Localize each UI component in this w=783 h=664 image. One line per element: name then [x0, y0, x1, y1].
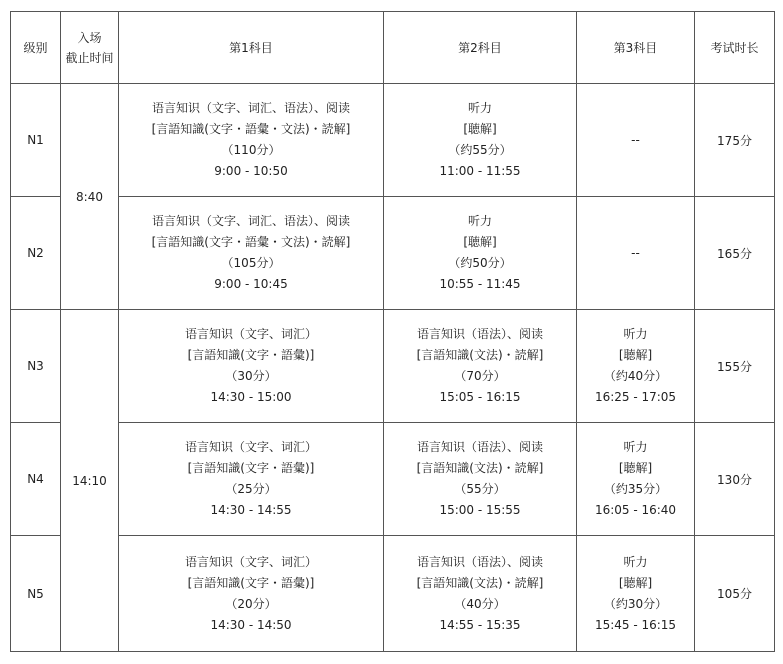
subject-time: 14:30 - 14:55: [210, 503, 292, 517]
subject3-cell: --: [577, 197, 695, 310]
subject-name: 听力: [467, 214, 492, 228]
table-row: [11, 423, 775, 536]
subject-name-jp: [聴解]: [618, 575, 653, 590]
subject-name-jp: [言語知識(文法)・読解]: [416, 348, 544, 362]
subject-name-jp: [言語知識(文字・語彙)]: [187, 348, 315, 362]
subject-time: 14:30 - 15:00: [210, 390, 292, 404]
level-cell: N4: [11, 423, 61, 536]
header-subject3: 第3科目: [577, 12, 695, 84]
duration-cell: 175分: [695, 84, 775, 197]
header-subject1: 第1科目: [119, 12, 384, 84]
subject-name-jp: [聴解]: [463, 235, 497, 249]
subject-name: 语言知识（语法）、阅读: [416, 327, 543, 341]
subject-minutes: （约40分）: [603, 369, 668, 383]
subject-minutes: （70分）: [454, 369, 506, 383]
entry-time-afternoon: 14:10: [61, 310, 119, 652]
subject3-cell: [577, 423, 695, 536]
subject-name: 语言知识（文字、词汇、语法）、阅读: [151, 101, 350, 115]
subject-minutes: （20分）: [225, 596, 277, 611]
subject-time: 15:45 - 16:15: [594, 617, 677, 632]
level-cell: N3: [11, 310, 61, 423]
subject-name-jp: [聴解]: [618, 348, 653, 362]
subject-time: 9:00 - 10:45: [214, 277, 288, 291]
subject-time: 15:00 - 15:55: [439, 503, 521, 517]
subject-time: 16:25 - 17:05: [594, 390, 677, 404]
header-subject2: 第2科目: [384, 12, 577, 84]
subject-name: 语言知识（文字、词汇、语法）、阅读: [151, 214, 350, 228]
subject3-cell: --: [577, 84, 695, 197]
subject-name-jp: [言語知識(文字・語彙・文法)・読解]: [151, 235, 351, 249]
subject2-cell: [384, 536, 577, 652]
subject-name-jp: [言語知識(文字・語彙・文法)・読解]: [151, 122, 351, 136]
table-row: [11, 536, 775, 652]
subject-name-jp: [言語知識(文字・語彙)]: [187, 461, 315, 475]
level-cell: N2: [11, 197, 61, 310]
subject-minutes: （约55分）: [448, 143, 512, 157]
subject-minutes: （40分）: [454, 596, 506, 611]
subject-time: 9:00 - 10:50: [214, 164, 288, 178]
subject-time: 16:05 - 16:40: [594, 503, 677, 517]
subject-minutes: （55分）: [454, 482, 506, 496]
subject-minutes: （110分）: [221, 143, 281, 157]
subject1-cell: [119, 536, 384, 652]
subject-time: 15:05 - 16:15: [439, 390, 521, 404]
subject-name: 听力: [623, 554, 648, 569]
level-cell: N5: [11, 536, 61, 652]
header-row: [11, 12, 775, 84]
duration-cell: 155分: [695, 310, 775, 423]
subject-time: 11:00 - 11:55: [439, 164, 521, 178]
header-entry-deadline: [61, 12, 119, 84]
exam-schedule-table: [10, 11, 775, 652]
header-entry-line1: 入场: [77, 30, 102, 45]
subject-name-jp: [言語知識(文字・語彙)]: [187, 575, 315, 590]
subject-minutes: （30分）: [225, 369, 277, 383]
subject2-cell: [384, 310, 577, 423]
subject-minutes: （25分）: [225, 482, 277, 496]
subject-name: 语言知识（语法）、阅读: [416, 554, 543, 569]
subject1-cell: [119, 197, 384, 310]
subject-name: 听力: [467, 101, 492, 115]
subject1-cell: [119, 423, 384, 536]
duration-cell: 130分: [695, 423, 775, 536]
subject-minutes: （约50分）: [448, 256, 512, 270]
subject-minutes: （105分）: [221, 256, 281, 270]
header-duration: 考试时长: [695, 12, 775, 84]
subject1-cell: [119, 310, 384, 423]
table-row: [11, 197, 775, 310]
subject-time: 14:30 - 14:50: [210, 617, 292, 632]
subject-name-jp: [言語知識(文法)・読解]: [416, 461, 544, 475]
subject-name: 语言知识（文字、词汇）: [184, 327, 317, 341]
duration-cell: 165分: [695, 197, 775, 310]
table-row: [11, 84, 775, 197]
subject-name: 听力: [623, 440, 648, 454]
subject2-cell: [384, 423, 577, 536]
header-entry-line2: 截止时间: [65, 50, 114, 65]
header-level: 级别: [11, 12, 61, 84]
table-row: [11, 310, 775, 423]
subject1-cell: [119, 84, 384, 197]
subject-name-jp: [言語知識(文法)・読解]: [416, 575, 544, 590]
subject-name: 语言知识（文字、词汇）: [184, 440, 317, 454]
subject-time: 10:55 - 11:45: [439, 277, 521, 291]
subject-minutes: （约35分）: [603, 482, 668, 496]
subject-minutes: （约30分）: [603, 596, 668, 611]
entry-time-morning: 8:40: [61, 84, 119, 310]
subject-name-jp: [聴解]: [618, 461, 653, 475]
level-cell: N1: [11, 84, 61, 197]
subject-time: 14:55 - 15:35: [439, 617, 521, 632]
subject3-cell: [577, 536, 695, 652]
subject-name: 听力: [623, 327, 648, 341]
duration-cell: 105分: [695, 536, 775, 652]
subject-name-jp: [聴解]: [463, 122, 497, 136]
subject-name: 语言知识（文字、词汇）: [184, 554, 317, 569]
subject2-cell: [384, 197, 577, 310]
subject2-cell: [384, 84, 577, 197]
subject-name: 语言知识（语法）、阅读: [416, 440, 543, 454]
subject3-cell: [577, 310, 695, 423]
